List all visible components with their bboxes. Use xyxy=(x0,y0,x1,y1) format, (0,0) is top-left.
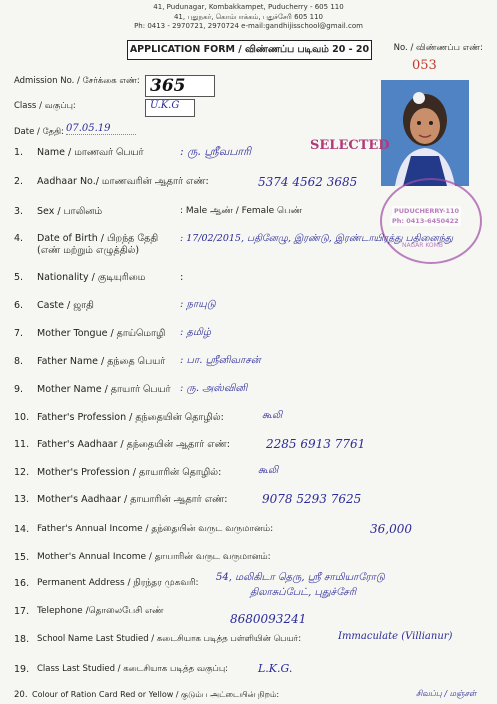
field-label-mother-income: Mother's Annual Income / தாயாரின் வருட வருமானம்: xyxy=(37,552,271,562)
field-number: 15. xyxy=(14,552,30,563)
field-label-dob: Date of Birth / பிறந்த தேதி xyxy=(37,233,159,244)
field-label-mother-aadhaar: Mother's Aadhaar / தாயாரின் ஆதார் எண்: xyxy=(37,494,228,505)
field-number: 9. xyxy=(14,384,24,395)
field-number: 11. xyxy=(14,439,30,450)
field-label-caste: Caste / ஜாதி xyxy=(37,300,94,311)
field-number: 16. xyxy=(14,578,30,589)
field-value-mother-profession[interactable]: கூலி xyxy=(258,465,279,476)
field-number: 12. xyxy=(14,467,30,478)
school-address-tamil: 41, புதுநகர், கொம்பாக்கம், புதுச்சேரி 605 110 xyxy=(173,13,324,21)
field-value-caste[interactable]: : நாயுடு xyxy=(180,299,216,310)
field-number: 6. xyxy=(14,300,24,311)
field-label-mother-tongue: Mother Tongue / தாய்மொழி xyxy=(37,328,166,339)
field-label-address: Permanent Address / நிரந்தர முகவரி: xyxy=(37,578,199,588)
student-photo xyxy=(381,80,469,186)
field-label-last-school: School Name Last Studied / கடைசியாக படித்த பள்ளியின் பெயர்: xyxy=(37,634,302,644)
field-number: 14. xyxy=(14,524,30,535)
field-value-father-name[interactable]: : பா. ஸ்ரீனிவாசன் xyxy=(180,355,261,366)
field-label-aadhaar: Aadhaar No./ மாணவரின் ஆதார் எண்: xyxy=(37,176,209,187)
application-number-label: No. / விண்ணப்ப எண்: xyxy=(393,43,483,53)
field-value-father-profession[interactable]: கூலி xyxy=(262,410,283,421)
field-value-last-class[interactable]: L.K.G. xyxy=(258,662,293,675)
field-number: 3. xyxy=(14,206,24,217)
field-value-mother-aadhaar[interactable]: 9078 5293 7625 xyxy=(262,492,362,506)
field-label-ration-card: Colour of Ration Card Red or Yellow / குடும்ப அட்டையின் நிறம்: xyxy=(32,690,280,699)
field-label-father-aadhaar: Father's Aadhaar / தந்தையின் ஆதார் எண்: xyxy=(37,439,230,450)
field-label-last-class: Class Last Studied / கடைசியாக படித்த வகுப்பு: xyxy=(37,664,229,674)
field-value-mother-tongue[interactable]: : தமிழ் xyxy=(180,327,211,338)
seal-line-1: PUDUCHERRY-110 xyxy=(394,207,460,215)
class-field[interactable]: U.K.G xyxy=(145,99,195,117)
field-number: 7. xyxy=(14,328,24,339)
field-value-aadhaar[interactable]: 5374 4562 3685 xyxy=(258,175,358,189)
school-contact: Ph: 0413 - 2970721, 2970724 e-mail:gandhijisschool@gmail.com xyxy=(134,22,363,30)
field-value-nationality[interactable]: : xyxy=(180,272,184,283)
school-seal xyxy=(380,178,482,264)
field-value-telephone[interactable]: 8680093241 xyxy=(230,612,307,626)
date-label: Date / தேதி: xyxy=(14,127,64,137)
field-label-sex: Sex / பாலினம் xyxy=(37,206,103,217)
field-label-father-profession: Father's Profession / தந்தையின் தொழில்: xyxy=(37,412,224,423)
field-value-dob[interactable]: : 17/02/2015, பதினேழு, இரண்டு, இரண்டாயிரத்து பதினைந்து xyxy=(180,233,454,244)
field-number: 8. xyxy=(14,356,24,367)
field-label-mother-name: Mother Name / தாயார் பெயர் xyxy=(37,384,171,395)
field-number: 5. xyxy=(14,272,24,283)
seal-line-3: NAGAR KOMB xyxy=(402,242,443,249)
class-label: Class / வகுப்பு: xyxy=(14,101,76,111)
field-label-mother-profession: Mother's Profession / தாயாரின் தொழில்: xyxy=(37,467,222,478)
field-number: 19. xyxy=(14,664,30,675)
field-number: 1. xyxy=(14,147,24,158)
field-label-nationality: Nationality / குடியுரிமை xyxy=(37,272,146,283)
admission-label: Admission No. / சேர்க்கை எண்: xyxy=(14,76,140,86)
application-number-value: 053 xyxy=(412,58,437,73)
form-title: APPLICATION FORM / விண்ணப்ப படிவம் 20 - 20 xyxy=(127,40,372,60)
field-value-father-aadhaar[interactable]: 2285 6913 7761 xyxy=(266,437,366,451)
field-value-name[interactable]: : ரு. ஸ்ரீவபாரி xyxy=(180,145,252,158)
field-value-sex[interactable]: : Male ஆண் / Female பெண் xyxy=(180,206,303,216)
field-number: 20. xyxy=(14,690,28,700)
field-label-dob-sub: (எண் மற்றும் எழுத்தில்) xyxy=(37,245,140,256)
selected-stamp: SELECTED xyxy=(310,138,390,153)
field-value-address-line1[interactable]: 54, மலிகிடா தெரு, ஸ்ரீ சாமியாரோடு xyxy=(216,572,385,583)
field-number: 18. xyxy=(14,634,30,645)
field-label-name: Name / மாணவர் பெயர் xyxy=(37,147,144,158)
field-label-father-income: Father's Annual Income / தந்தையின் வருட வருமானம்: xyxy=(37,524,274,534)
field-number: 2. xyxy=(14,176,24,187)
date-value[interactable]: 07.05.19 xyxy=(66,123,136,135)
field-label-telephone: Telephone /தொலைபேசி எண் xyxy=(37,606,164,616)
field-value-mother-name[interactable]: : ரு. அஸ்வினி xyxy=(180,383,248,394)
admission-number-field[interactable]: 365 xyxy=(145,75,215,97)
field-number: 13. xyxy=(14,494,30,505)
field-number: 10. xyxy=(14,412,30,423)
school-address-english: 41, Pudunagar, Kombakkampet, Puducherry - 605 110 xyxy=(153,3,344,11)
field-number: 4. xyxy=(14,233,24,244)
field-value-last-school[interactable]: Immaculate (Villianur) xyxy=(338,631,453,642)
seal-line-2: Ph: 0413-6450422 xyxy=(392,217,459,225)
field-value-father-income[interactable]: 36,000 xyxy=(370,522,412,536)
field-number: 17. xyxy=(14,606,30,617)
field-value-address-line2[interactable]: திலாசுப்பேட், புதுச்சேரி xyxy=(250,587,357,598)
field-value-ration-card[interactable]: சிவப்பு / மஞ்சள் xyxy=(416,689,477,698)
field-label-father-name: Father Name / தந்தை பெயர் xyxy=(37,356,166,367)
